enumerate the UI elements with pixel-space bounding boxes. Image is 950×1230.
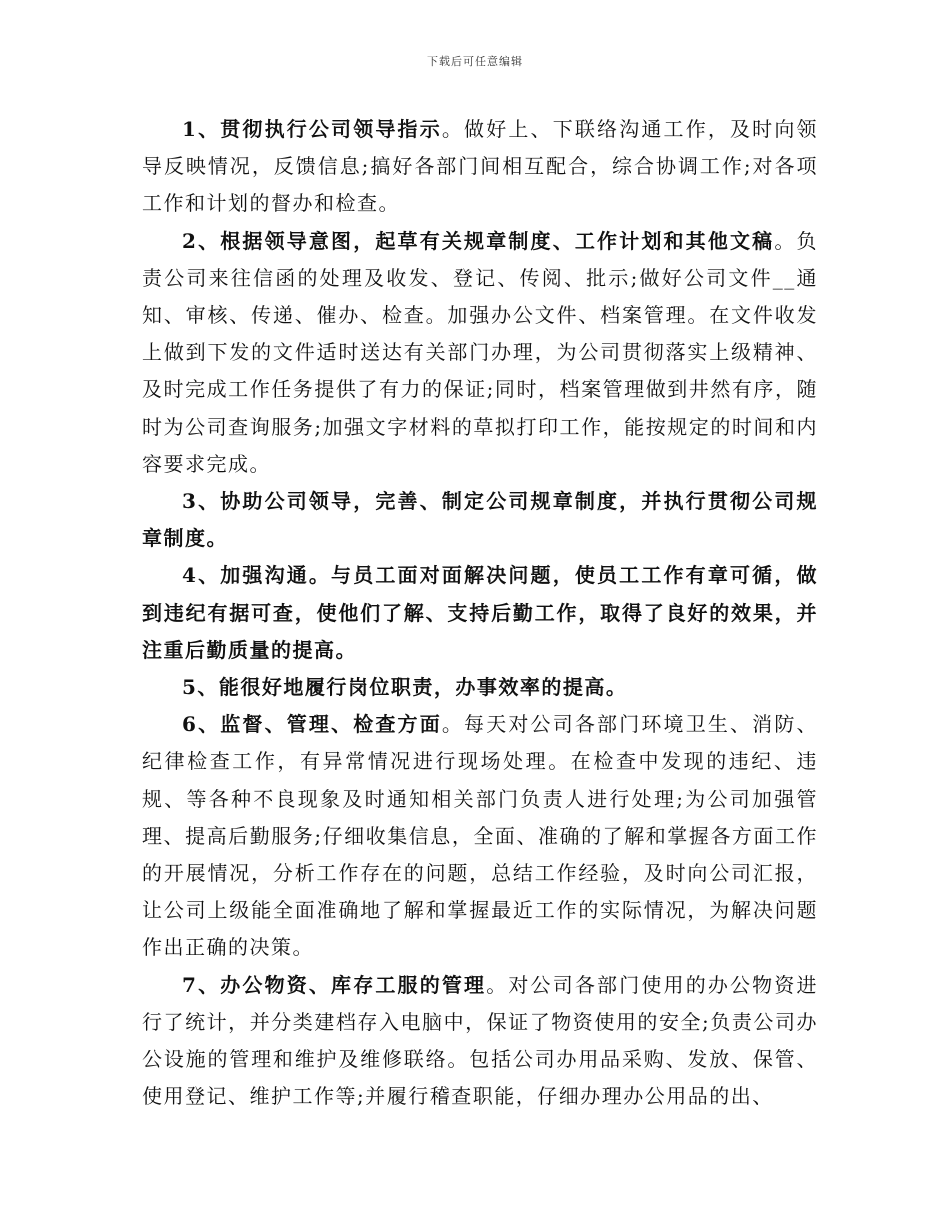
- paragraph-7-heading: 7、办公物资、库存工服的管理: [182, 972, 487, 997]
- paragraph-7: [142, 967, 818, 1116]
- paragraph-2: [142, 223, 818, 483]
- paragraph-2-text: 。负责公司来往信函的处理及收发、登记、传阅、批示;做好公司文件__通知、审核、传递、催办、检查。加强办公文件、档案管理。在文件收发上做到下发的文件适时送达有关部门办理，为公司贯彻落实上级精神、及时完成工作任务提供了有力的保证;同时，档案管理做到井然有序，随时为公司查询服务;加强文字材料的草拟打印工作，能按规定的时间和内容要求完成。: [142, 228, 819, 476]
- paragraph-6-text: 。每天对公司各部门环境卫生、消防、纪律检查工作，有异常情况进行现场处理。在检查中发现的违纪、违规、等各种不良现象及时通知相关部门负责人进行处理;为公司加强管理、提高后勤服务;仔细收集信息，全面、准确的了解和掌握各方面工作的开展情况，分析工作存在的问题，总结工作经验，及时向公司汇报，让公司上级能全面准确地了解和掌握最近工作的实际情况，为解决问题作出正确的决策。: [142, 712, 819, 960]
- paragraph-7-text: 。对公司各部门使用的办公物资进行了统计，并分类建档存入电脑中，保证了物资使用的安全;负责公司办公设施的管理和维护及维修联络。包括公司办用品采购、发放、保管、使用登记、维护工作等;并履行稽查职能，仔细办理办公用品的出、: [142, 972, 819, 1109]
- paragraph-1-text: 。做好上、下联络沟通工作，及时向领导反映情况，反馈信息;搞好各部门间相互配合，综合协调工作;对各项工作和计划的督办和检查。: [142, 117, 819, 216]
- paragraph-5-heading: 5、能很好地履行岗位职责，办事效率的提高。: [182, 675, 628, 700]
- paragraph-6: [142, 706, 818, 966]
- paragraph-4: [142, 557, 818, 669]
- paragraph-6-heading: 6、监督、管理、检查方面: [182, 712, 442, 737]
- paragraph-5: [142, 669, 818, 706]
- paragraph-3: [142, 483, 818, 557]
- document-body: [142, 111, 818, 1115]
- paragraph-1-heading: 1、贯彻执行公司领导指示: [182, 117, 442, 141]
- paragraph-4-heading: 4、加强沟通。与员工面对面解决问题，使员工工作有章可循，做到违纪有据可查，使他们了解、支持后勤工作，取得了良好的效果，并注重后勤质量的提高。: [142, 563, 818, 662]
- paragraph-3-heading: 3、协助公司领导，完善、制定公司规章制度，并执行贯彻公司规章制度。: [142, 489, 818, 551]
- paragraph-1: [142, 111, 818, 223]
- paragraph-2-heading: 2、根据领导意图，起草有关规章制度、工作计划和其他文稿: [182, 228, 775, 253]
- page-header: 下载后可任意编辑: [427, 55, 523, 68]
